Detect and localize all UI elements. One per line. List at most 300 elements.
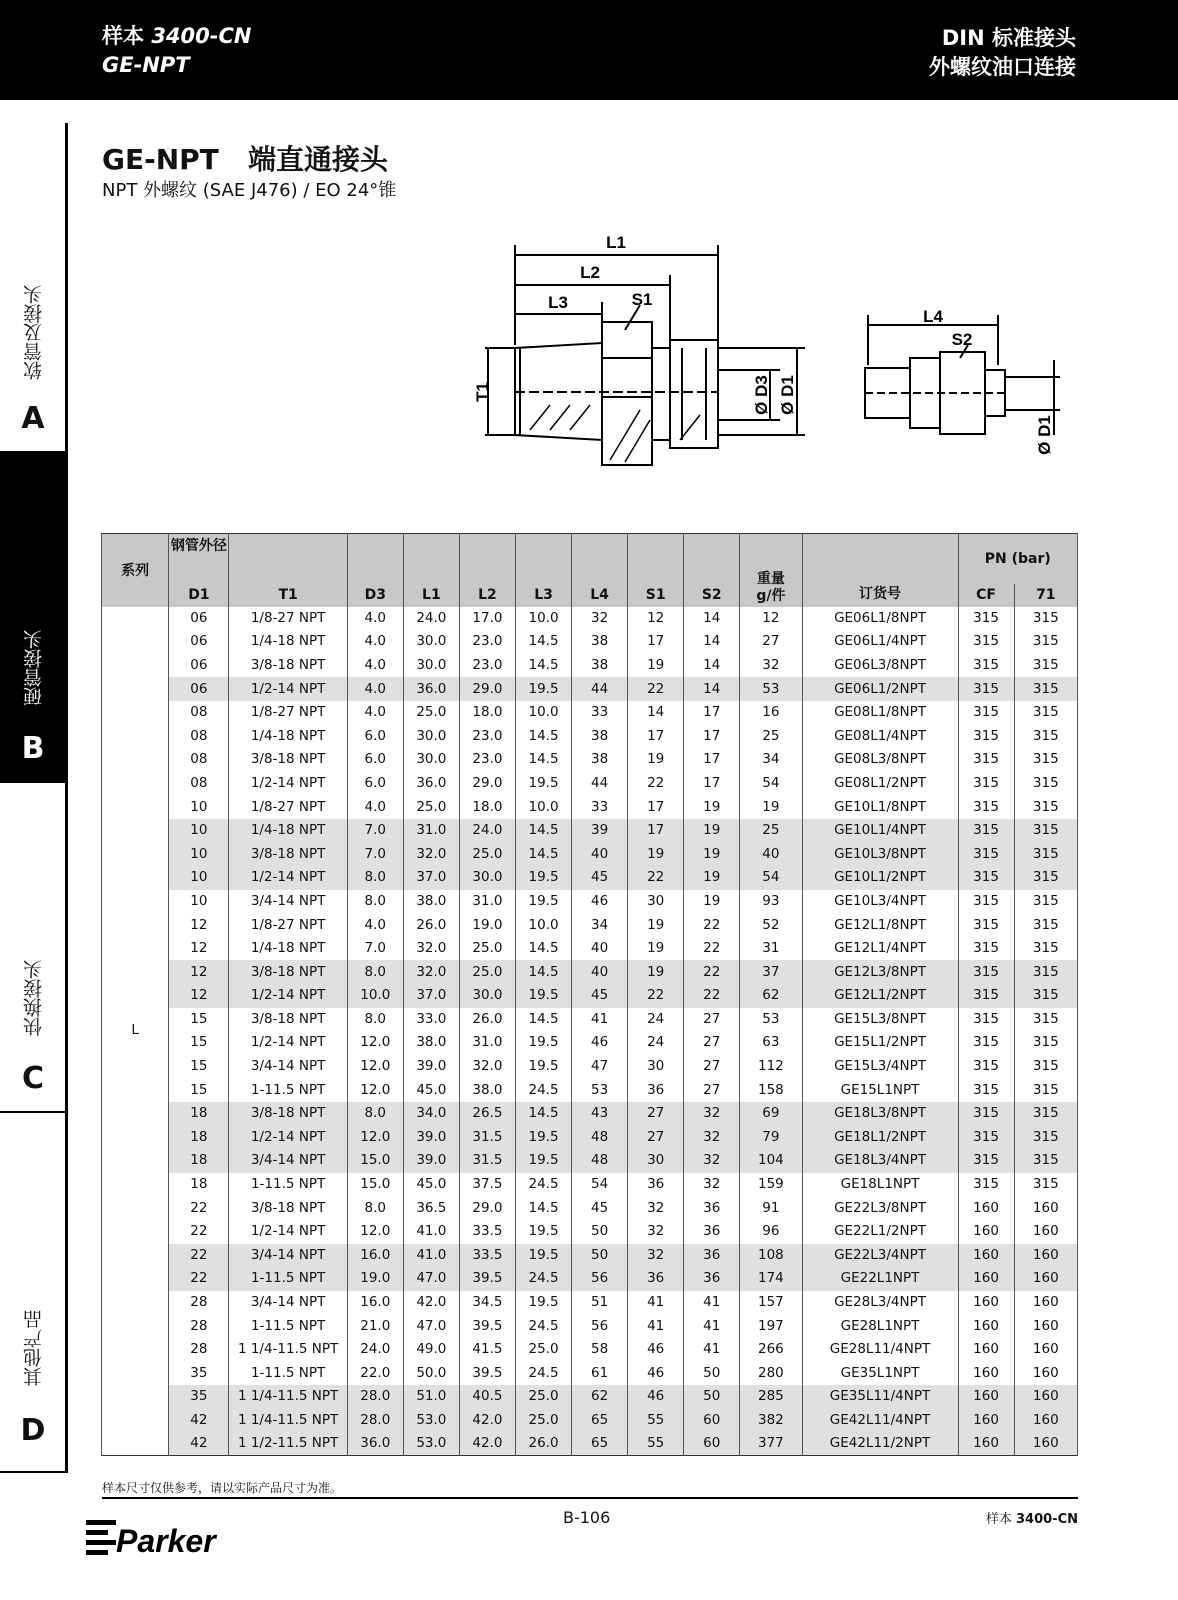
dim-label-d1: Ø D1	[778, 375, 797, 415]
table-cell: 46	[572, 1031, 628, 1055]
table-cell: 1-11.5 NPT	[229, 1267, 347, 1291]
table-cell: 26.5	[459, 1102, 515, 1126]
table-cell: 14.5	[515, 724, 571, 748]
table-cell: 10	[169, 795, 229, 819]
table-cell: 06	[169, 630, 229, 654]
table-cell: 19.5	[515, 1126, 571, 1150]
table-cell: 41	[684, 1338, 740, 1362]
table-cell: 315	[958, 772, 1014, 796]
table-cell: 315	[1014, 654, 1077, 678]
table-cell: 315	[1014, 984, 1077, 1008]
table-cell: 15.0	[347, 1173, 403, 1197]
table-cell: 06	[169, 654, 229, 678]
table-cell: 08	[169, 748, 229, 772]
table-cell: 315	[958, 1149, 1014, 1173]
table-cell: 160	[1014, 1291, 1077, 1315]
table-cell: 160	[958, 1291, 1014, 1315]
table-cell: 3/4-14 NPT	[229, 890, 347, 914]
table-cell: 315	[958, 654, 1014, 678]
header-l2: L2	[459, 534, 515, 607]
table-row	[102, 1267, 1078, 1291]
table-cell: 44	[572, 772, 628, 796]
header-cf: CF	[958, 584, 1014, 607]
table-row	[102, 1409, 1078, 1433]
footer-divider	[102, 1497, 1078, 1499]
table-cell: 40	[572, 937, 628, 961]
table-cell: 38	[572, 654, 628, 678]
table-cell: 16	[740, 701, 802, 725]
side-tab-label: 硬管接头	[23, 630, 45, 706]
table-cell: 37	[740, 960, 802, 984]
table-cell: 266	[740, 1338, 802, 1362]
table-cell: 38	[572, 630, 628, 654]
table-cell: 60	[684, 1409, 740, 1433]
table-cell: 15	[169, 1031, 229, 1055]
table-cell: 1 1/4-11.5 NPT	[229, 1338, 347, 1362]
table-cell: 1-11.5 NPT	[229, 1078, 347, 1102]
table-cell: 382	[740, 1409, 802, 1433]
table-cell: 29.0	[459, 677, 515, 701]
table-cell: 38.0	[459, 1078, 515, 1102]
table-cell: 10	[169, 866, 229, 890]
table-cell: 32.0	[403, 937, 459, 961]
dim-label-d3: Ø D3	[752, 375, 771, 415]
table-cell: 22	[628, 984, 684, 1008]
table-row	[102, 890, 1078, 914]
table-cell: 33	[572, 701, 628, 725]
table-cell: 315	[958, 1102, 1014, 1126]
table-cell: 4.0	[347, 913, 403, 937]
side-tab-d[interactable]	[0, 1113, 68, 1473]
table-cell: 280	[740, 1362, 802, 1386]
table-cell: 19.5	[515, 772, 571, 796]
table-cell: 19	[628, 960, 684, 984]
table-cell: 12.0	[347, 1220, 403, 1244]
page-number: B-106	[563, 1508, 611, 1527]
table-cell: 30	[628, 1149, 684, 1173]
table-row	[102, 795, 1078, 819]
table-cell: 12	[169, 937, 229, 961]
table-cell: 06	[169, 677, 229, 701]
table-cell: 18.0	[459, 795, 515, 819]
side-tab-b[interactable]	[0, 453, 68, 783]
table-cell: 1/2-14 NPT	[229, 1126, 347, 1150]
footer-catalog-code: 3400-CN	[1016, 1512, 1078, 1527]
table-cell: 56	[572, 1314, 628, 1338]
table-cell: 1-11.5 NPT	[229, 1362, 347, 1386]
table-cell: 160	[958, 1196, 1014, 1220]
header-s1: S1	[628, 534, 684, 607]
table-cell: 3/8-18 NPT	[229, 960, 347, 984]
table-cell: 27	[684, 1055, 740, 1079]
table-cell: 65	[572, 1432, 628, 1456]
table-cell: 39.0	[403, 1149, 459, 1173]
table-cell: 315	[1014, 772, 1077, 796]
table-cell: 18.0	[459, 701, 515, 725]
table-cell: 36	[684, 1244, 740, 1268]
table-cell: 8.0	[347, 1102, 403, 1126]
table-cell: 38	[572, 748, 628, 772]
table-cell: 315	[1014, 913, 1077, 937]
table-cell: 3/4-14 NPT	[229, 1244, 347, 1268]
fitting-drawing	[440, 230, 1090, 490]
table-cell: 14	[628, 701, 684, 725]
table-cell: 25.0	[515, 1385, 571, 1409]
table-cell: 4.0	[347, 630, 403, 654]
table-cell: 15.0	[347, 1149, 403, 1173]
table-cell: 22	[169, 1196, 229, 1220]
header-series: 系列	[102, 534, 169, 607]
table-cell: 4.0	[347, 654, 403, 678]
table-cell: 108	[740, 1244, 802, 1268]
table-row	[102, 630, 1078, 654]
table-cell: GE18L1NPT	[802, 1173, 958, 1197]
catalog-label: 样本	[102, 24, 144, 48]
table-cell: 32	[628, 1220, 684, 1244]
table-cell: 315	[958, 819, 1014, 843]
table-cell: 30.0	[403, 724, 459, 748]
table-cell: 160	[958, 1362, 1014, 1386]
table-row	[102, 1173, 1078, 1197]
table-cell: GE08L1/4NPT	[802, 724, 958, 748]
table-cell: 39.5	[459, 1314, 515, 1338]
table-cell: 17	[628, 724, 684, 748]
table-cell: GE12L1/4NPT	[802, 937, 958, 961]
table-cell: 31.5	[459, 1149, 515, 1173]
table-cell: 27	[684, 1031, 740, 1055]
table-cell: 41	[684, 1291, 740, 1315]
table-cell: 160	[958, 1244, 1014, 1268]
table-cell: 3/4-14 NPT	[229, 1291, 347, 1315]
table-cell: 160	[1014, 1244, 1077, 1268]
table-cell: 08	[169, 701, 229, 725]
table-cell: 55	[628, 1432, 684, 1456]
table-cell: 19	[684, 795, 740, 819]
table-cell: 26.0	[459, 1008, 515, 1032]
table-cell: 1 1/4-11.5 NPT	[229, 1385, 347, 1409]
table-cell: 93	[740, 890, 802, 914]
table-cell: 50	[572, 1244, 628, 1268]
table-cell: 7.0	[347, 842, 403, 866]
table-cell: 1/8-27 NPT	[229, 795, 347, 819]
table-cell: 28	[169, 1314, 229, 1338]
top-header-bar	[0, 0, 1178, 100]
table-row	[102, 842, 1078, 866]
header-d3: D3	[347, 534, 403, 607]
table-cell: 53.0	[403, 1432, 459, 1456]
section-subtitle: 外螺纹油口连接	[929, 55, 1076, 79]
table-cell: 22	[169, 1220, 229, 1244]
footer-catalog	[986, 1508, 1078, 1527]
table-cell: 285	[740, 1385, 802, 1409]
table-cell: 1/4-18 NPT	[229, 819, 347, 843]
table-cell: 14.5	[515, 842, 571, 866]
table-cell: 10.0	[515, 795, 571, 819]
table-cell: 315	[958, 960, 1014, 984]
table-cell: 58	[572, 1338, 628, 1362]
table-cell: 31.0	[403, 819, 459, 843]
table-cell: 32.0	[403, 842, 459, 866]
table-cell: 16.0	[347, 1291, 403, 1315]
table-cell: 19.5	[515, 866, 571, 890]
table-cell: 315	[1014, 1102, 1077, 1126]
table-row	[102, 1149, 1078, 1173]
table-cell: 41	[572, 1008, 628, 1032]
table-cell: 08	[169, 724, 229, 748]
table-cell: 7.0	[347, 937, 403, 961]
series-cell: L	[102, 607, 169, 1456]
table-cell: 19	[684, 819, 740, 843]
table-cell: 36.0	[347, 1432, 403, 1456]
table-cell: 52	[740, 913, 802, 937]
table-cell: 315	[1014, 937, 1077, 961]
table-cell: 1/4-18 NPT	[229, 937, 347, 961]
table-cell: 28.0	[347, 1409, 403, 1433]
table-cell: 160	[958, 1409, 1014, 1433]
table-cell: 14	[684, 630, 740, 654]
table-cell: 315	[958, 630, 1014, 654]
table-cell: 32.0	[403, 960, 459, 984]
table-cell: 14.5	[515, 1008, 571, 1032]
table-cell: 19	[628, 842, 684, 866]
table-cell: 18	[169, 1126, 229, 1150]
table-cell: 45	[572, 984, 628, 1008]
table-cell: 36	[684, 1267, 740, 1291]
table-cell: GE06L3/8NPT	[802, 654, 958, 678]
table-cell: 315	[958, 1008, 1014, 1032]
table-cell: 19	[684, 866, 740, 890]
table-cell: 34.5	[459, 1291, 515, 1315]
table-cell: 36	[628, 1078, 684, 1102]
table-cell: 15	[169, 1055, 229, 1079]
table-cell: 24.0	[347, 1338, 403, 1362]
table-cell: 160	[1014, 1432, 1077, 1456]
table-cell: 19.5	[515, 890, 571, 914]
table-cell: 17	[684, 748, 740, 772]
table-cell: 41	[684, 1314, 740, 1338]
table-cell: 17	[628, 795, 684, 819]
table-row	[102, 748, 1078, 772]
table-cell: 315	[1014, 1078, 1077, 1102]
table-cell: 39.0	[403, 1055, 459, 1079]
table-cell: 38.0	[403, 1031, 459, 1055]
table-cell: 22	[628, 772, 684, 796]
table-cell: 14.5	[515, 630, 571, 654]
table-cell: 1/2-14 NPT	[229, 984, 347, 1008]
table-row	[102, 654, 1078, 678]
table-cell: 30	[628, 890, 684, 914]
table-cell: GE18L3/8NPT	[802, 1102, 958, 1126]
table-cell: 160	[958, 1267, 1014, 1291]
table-cell: 315	[958, 701, 1014, 725]
table-cell: GE42L11/4NPT	[802, 1409, 958, 1433]
side-tab-c[interactable]	[0, 783, 68, 1113]
table-cell: 25.0	[515, 1338, 571, 1362]
table-cell: 1/8-27 NPT	[229, 607, 347, 631]
table-cell: 19.0	[347, 1267, 403, 1291]
table-row	[102, 1220, 1078, 1244]
table-cell: 315	[1014, 677, 1077, 701]
table-cell: 25.0	[403, 795, 459, 819]
table-cell: 38.0	[403, 890, 459, 914]
table-cell: 41	[628, 1291, 684, 1315]
table-cell: 160	[1014, 1314, 1077, 1338]
table-cell: 33.5	[459, 1220, 515, 1244]
table-cell: 160	[958, 1338, 1014, 1362]
table-cell: 23.0	[459, 630, 515, 654]
table-cell: 46	[572, 890, 628, 914]
table-cell: 23.0	[459, 748, 515, 772]
table-cell: 31.5	[459, 1126, 515, 1150]
table-cell: 33.5	[459, 1244, 515, 1268]
table-cell: 22.0	[347, 1362, 403, 1386]
table-cell: 160	[1014, 1220, 1077, 1244]
table-cell: 12.0	[347, 1031, 403, 1055]
table-cell: GE08L1/2NPT	[802, 772, 958, 796]
table-cell: 1/8-27 NPT	[229, 701, 347, 725]
table-cell: 8.0	[347, 1008, 403, 1032]
table-cell: 160	[1014, 1362, 1077, 1386]
table-cell: 160	[1014, 1267, 1077, 1291]
table-cell: 160	[1014, 1196, 1077, 1220]
table-cell: 315	[1014, 890, 1077, 914]
table-cell: 315	[1014, 795, 1077, 819]
table-cell: 45	[572, 1196, 628, 1220]
dim-label-s2: S2	[951, 330, 973, 349]
table-cell: 315	[1014, 630, 1077, 654]
table-cell: 26.0	[403, 913, 459, 937]
table-cell: 3/8-18 NPT	[229, 1008, 347, 1032]
table-cell: 19	[684, 842, 740, 866]
table-cell: 06	[169, 607, 229, 631]
table-cell: 315	[1014, 724, 1077, 748]
side-tab-label: 软管及接头	[23, 285, 45, 381]
table-cell: 40	[572, 960, 628, 984]
table-cell: 12	[628, 607, 684, 631]
table-cell: 4.0	[347, 795, 403, 819]
table-cell: 1/2-14 NPT	[229, 772, 347, 796]
table-cell: 45	[572, 866, 628, 890]
table-cell: 17	[684, 724, 740, 748]
table-cell: 30.0	[403, 654, 459, 678]
table-cell: 19.5	[515, 1220, 571, 1244]
table-cell: 36	[628, 1267, 684, 1291]
table-cell: 28	[169, 1338, 229, 1362]
table-cell: 08	[169, 772, 229, 796]
table-cell: GE08L1/8NPT	[802, 701, 958, 725]
table-cell: 1/4-18 NPT	[229, 724, 347, 748]
table-cell: 32	[684, 1173, 740, 1197]
table-cell: 14.5	[515, 1196, 571, 1220]
table-cell: 19	[628, 937, 684, 961]
table-cell: 40.5	[459, 1385, 515, 1409]
table-cell: 315	[1014, 1008, 1077, 1032]
table-cell: 24.5	[515, 1362, 571, 1386]
table-cell: 14	[684, 654, 740, 678]
table-cell: 54	[572, 1173, 628, 1197]
table-cell: 45.0	[403, 1173, 459, 1197]
table-cell: 25	[740, 724, 802, 748]
table-cell: 42	[169, 1409, 229, 1433]
table-cell: 53.0	[403, 1409, 459, 1433]
table-cell: GE18L3/4NPT	[802, 1149, 958, 1173]
table-cell: 27	[740, 630, 802, 654]
table-cell: 14.5	[515, 654, 571, 678]
table-cell: 19.5	[515, 677, 571, 701]
table-row	[102, 1291, 1078, 1315]
table-cell: GE10L3/8NPT	[802, 842, 958, 866]
table-cell: 17	[684, 701, 740, 725]
table-cell: 315	[1014, 819, 1077, 843]
table-cell: 47	[572, 1055, 628, 1079]
table-cell: 91	[740, 1196, 802, 1220]
table-row	[102, 937, 1078, 961]
table-cell: 39.0	[403, 1126, 459, 1150]
table-cell: 96	[740, 1220, 802, 1244]
table-row	[102, 607, 1078, 631]
table-cell: 19.5	[515, 1031, 571, 1055]
header-l4: L4	[572, 534, 628, 607]
table-cell: 18	[169, 1173, 229, 1197]
table-cell: 10.0	[515, 701, 571, 725]
table-cell: 19	[684, 890, 740, 914]
table-cell: 31.0	[459, 890, 515, 914]
header-l1: L1	[403, 534, 459, 607]
table-cell: 36	[684, 1220, 740, 1244]
table-cell: 14.5	[515, 819, 571, 843]
catalog-code: 3400-CN	[151, 24, 252, 48]
header-d1: D1	[169, 584, 229, 607]
table-cell: 14	[684, 607, 740, 631]
table-cell: 42	[169, 1432, 229, 1456]
table-cell: 53	[740, 1008, 802, 1032]
table-cell: 36.0	[403, 772, 459, 796]
table-cell: 22	[684, 984, 740, 1008]
table-cell: 160	[1014, 1385, 1077, 1409]
table-cell: 79	[740, 1126, 802, 1150]
table-cell: 35	[169, 1362, 229, 1386]
table-cell: GE12L3/8NPT	[802, 960, 958, 984]
table-cell: 36.0	[403, 677, 459, 701]
side-tab-a[interactable]	[0, 123, 68, 453]
product-code: GE-NPT	[102, 53, 190, 77]
table-cell: GE22L1NPT	[802, 1267, 958, 1291]
table-cell: 315	[1014, 1055, 1077, 1079]
table-row	[102, 1078, 1078, 1102]
table-row	[102, 1362, 1078, 1386]
table-cell: 24.5	[515, 1173, 571, 1197]
table-cell: 51.0	[403, 1385, 459, 1409]
table-cell: 48	[572, 1126, 628, 1150]
table-cell: 197	[740, 1314, 802, 1338]
table-cell: 1/2-14 NPT	[229, 1031, 347, 1055]
table-cell: 10	[169, 890, 229, 914]
table-cell: 25.0	[403, 701, 459, 725]
table-cell: 32	[628, 1196, 684, 1220]
table-cell: 159	[740, 1173, 802, 1197]
header-s2: S2	[684, 534, 740, 607]
table-cell: 21.0	[347, 1314, 403, 1338]
table-cell: 37.0	[403, 984, 459, 1008]
table-cell: 14.5	[515, 937, 571, 961]
header-order-code: 订货号	[802, 534, 958, 607]
table-cell: 65	[572, 1409, 628, 1433]
table-cell: 160	[958, 1314, 1014, 1338]
table-cell: 24.5	[515, 1314, 571, 1338]
table-cell: 6.0	[347, 748, 403, 772]
table-row	[102, 1196, 1078, 1220]
table-cell: 1/2-14 NPT	[229, 677, 347, 701]
